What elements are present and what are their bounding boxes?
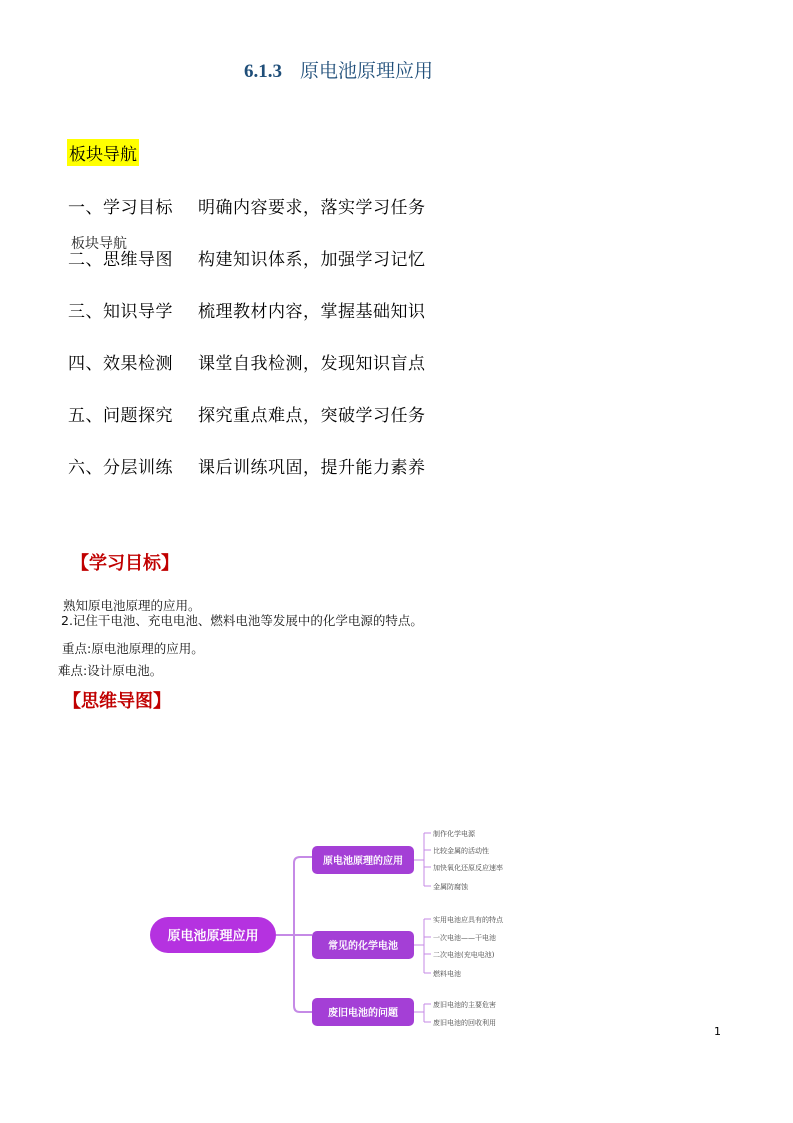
nav-row-desc: 课堂自我检测，发现知识盲点 xyxy=(198,354,426,374)
section-number: 6.1.3 xyxy=(244,61,282,82)
nav-row-name: 五、问题探究 xyxy=(68,406,173,426)
mind-map xyxy=(148,823,532,1035)
objective-item: 2.记住干电池、充电电池、燃料电池等发展中的化学电源的特点。 xyxy=(61,613,423,628)
mindmap-leaf: 二次电池(充电电池) xyxy=(433,951,495,959)
mindmap-heading: 【思维导图】 xyxy=(63,691,171,712)
mindmap-leaf: 一次电池——干电池 xyxy=(433,934,496,942)
title-text: 原电池原理应用 xyxy=(300,60,434,82)
nav-row-name: 四、效果检测 xyxy=(68,354,173,374)
connector xyxy=(276,857,312,935)
connector xyxy=(414,1004,431,1022)
connector xyxy=(414,919,431,973)
nav-row xyxy=(68,193,426,218)
connector xyxy=(294,935,312,1012)
nav-row-name: 三、知识导学 xyxy=(68,302,173,322)
mindmap-root-label: 原电池原理应用 xyxy=(167,929,259,944)
objectives-heading: 【学习目标】 xyxy=(71,553,179,574)
mindmap-leaf: 制作化学电源 xyxy=(433,830,475,838)
nav-row-desc: 构建知识体系，加强学习记忆 xyxy=(198,250,426,270)
nav-row-name: 六、分层训练 xyxy=(68,458,173,478)
nav-row-desc: 梳理教材内容，掌握基础知识 xyxy=(198,302,426,322)
nav-row-name: 一、学习目标 xyxy=(68,198,173,218)
mindmap-leaf-connectors xyxy=(414,833,431,1022)
mindmap-leaf: 金属防腐蚀 xyxy=(433,883,468,891)
mindmap-branch-label: 常见的化学电池 xyxy=(328,941,398,952)
page-number: 1 xyxy=(714,1025,721,1038)
page-title xyxy=(244,56,433,83)
nav-row xyxy=(68,297,426,322)
mindmap-leaf: 比较金属的活动性 xyxy=(433,847,489,855)
nav-label: 板块导航 xyxy=(67,139,139,166)
nav-row xyxy=(68,349,426,374)
mindmap-leaf: 燃料电池 xyxy=(433,970,461,978)
mindmap-branch-label: 废旧电池的问题 xyxy=(328,1008,398,1019)
nav-row-desc: 探究重点难点，突破学习任务 xyxy=(198,406,426,426)
mindmap-leaf: 实用电池应具有的特点 xyxy=(433,916,503,924)
mindmap-leaf: 加快氧化还原反应速率 xyxy=(433,864,503,872)
nav-row-desc: 明确内容要求，落实学习任务 xyxy=(198,198,426,218)
nav-row xyxy=(68,453,426,478)
mindmap-connectors xyxy=(276,857,312,1012)
nav-row-name: 二、思维导图 xyxy=(68,250,173,270)
mindmap-leaf: 废旧电池的回收利用 xyxy=(433,1019,496,1027)
mindmap-branch-label: 原电池原理的应用 xyxy=(323,856,403,867)
nav-row-desc: 课后训练巩固，提升能力素养 xyxy=(198,458,426,478)
mindmap-leaf: 废旧电池的主要危害 xyxy=(433,1001,496,1009)
objective-item: 难点:设计原电池。 xyxy=(58,663,163,678)
connector xyxy=(414,833,431,886)
nav-overlay-label: 板块导航 xyxy=(71,236,127,252)
nav-row xyxy=(68,401,426,426)
objective-item: 熟知原电池原理的应用。 xyxy=(63,598,201,613)
objective-item: 重点:原电池原理的应用。 xyxy=(62,641,204,656)
